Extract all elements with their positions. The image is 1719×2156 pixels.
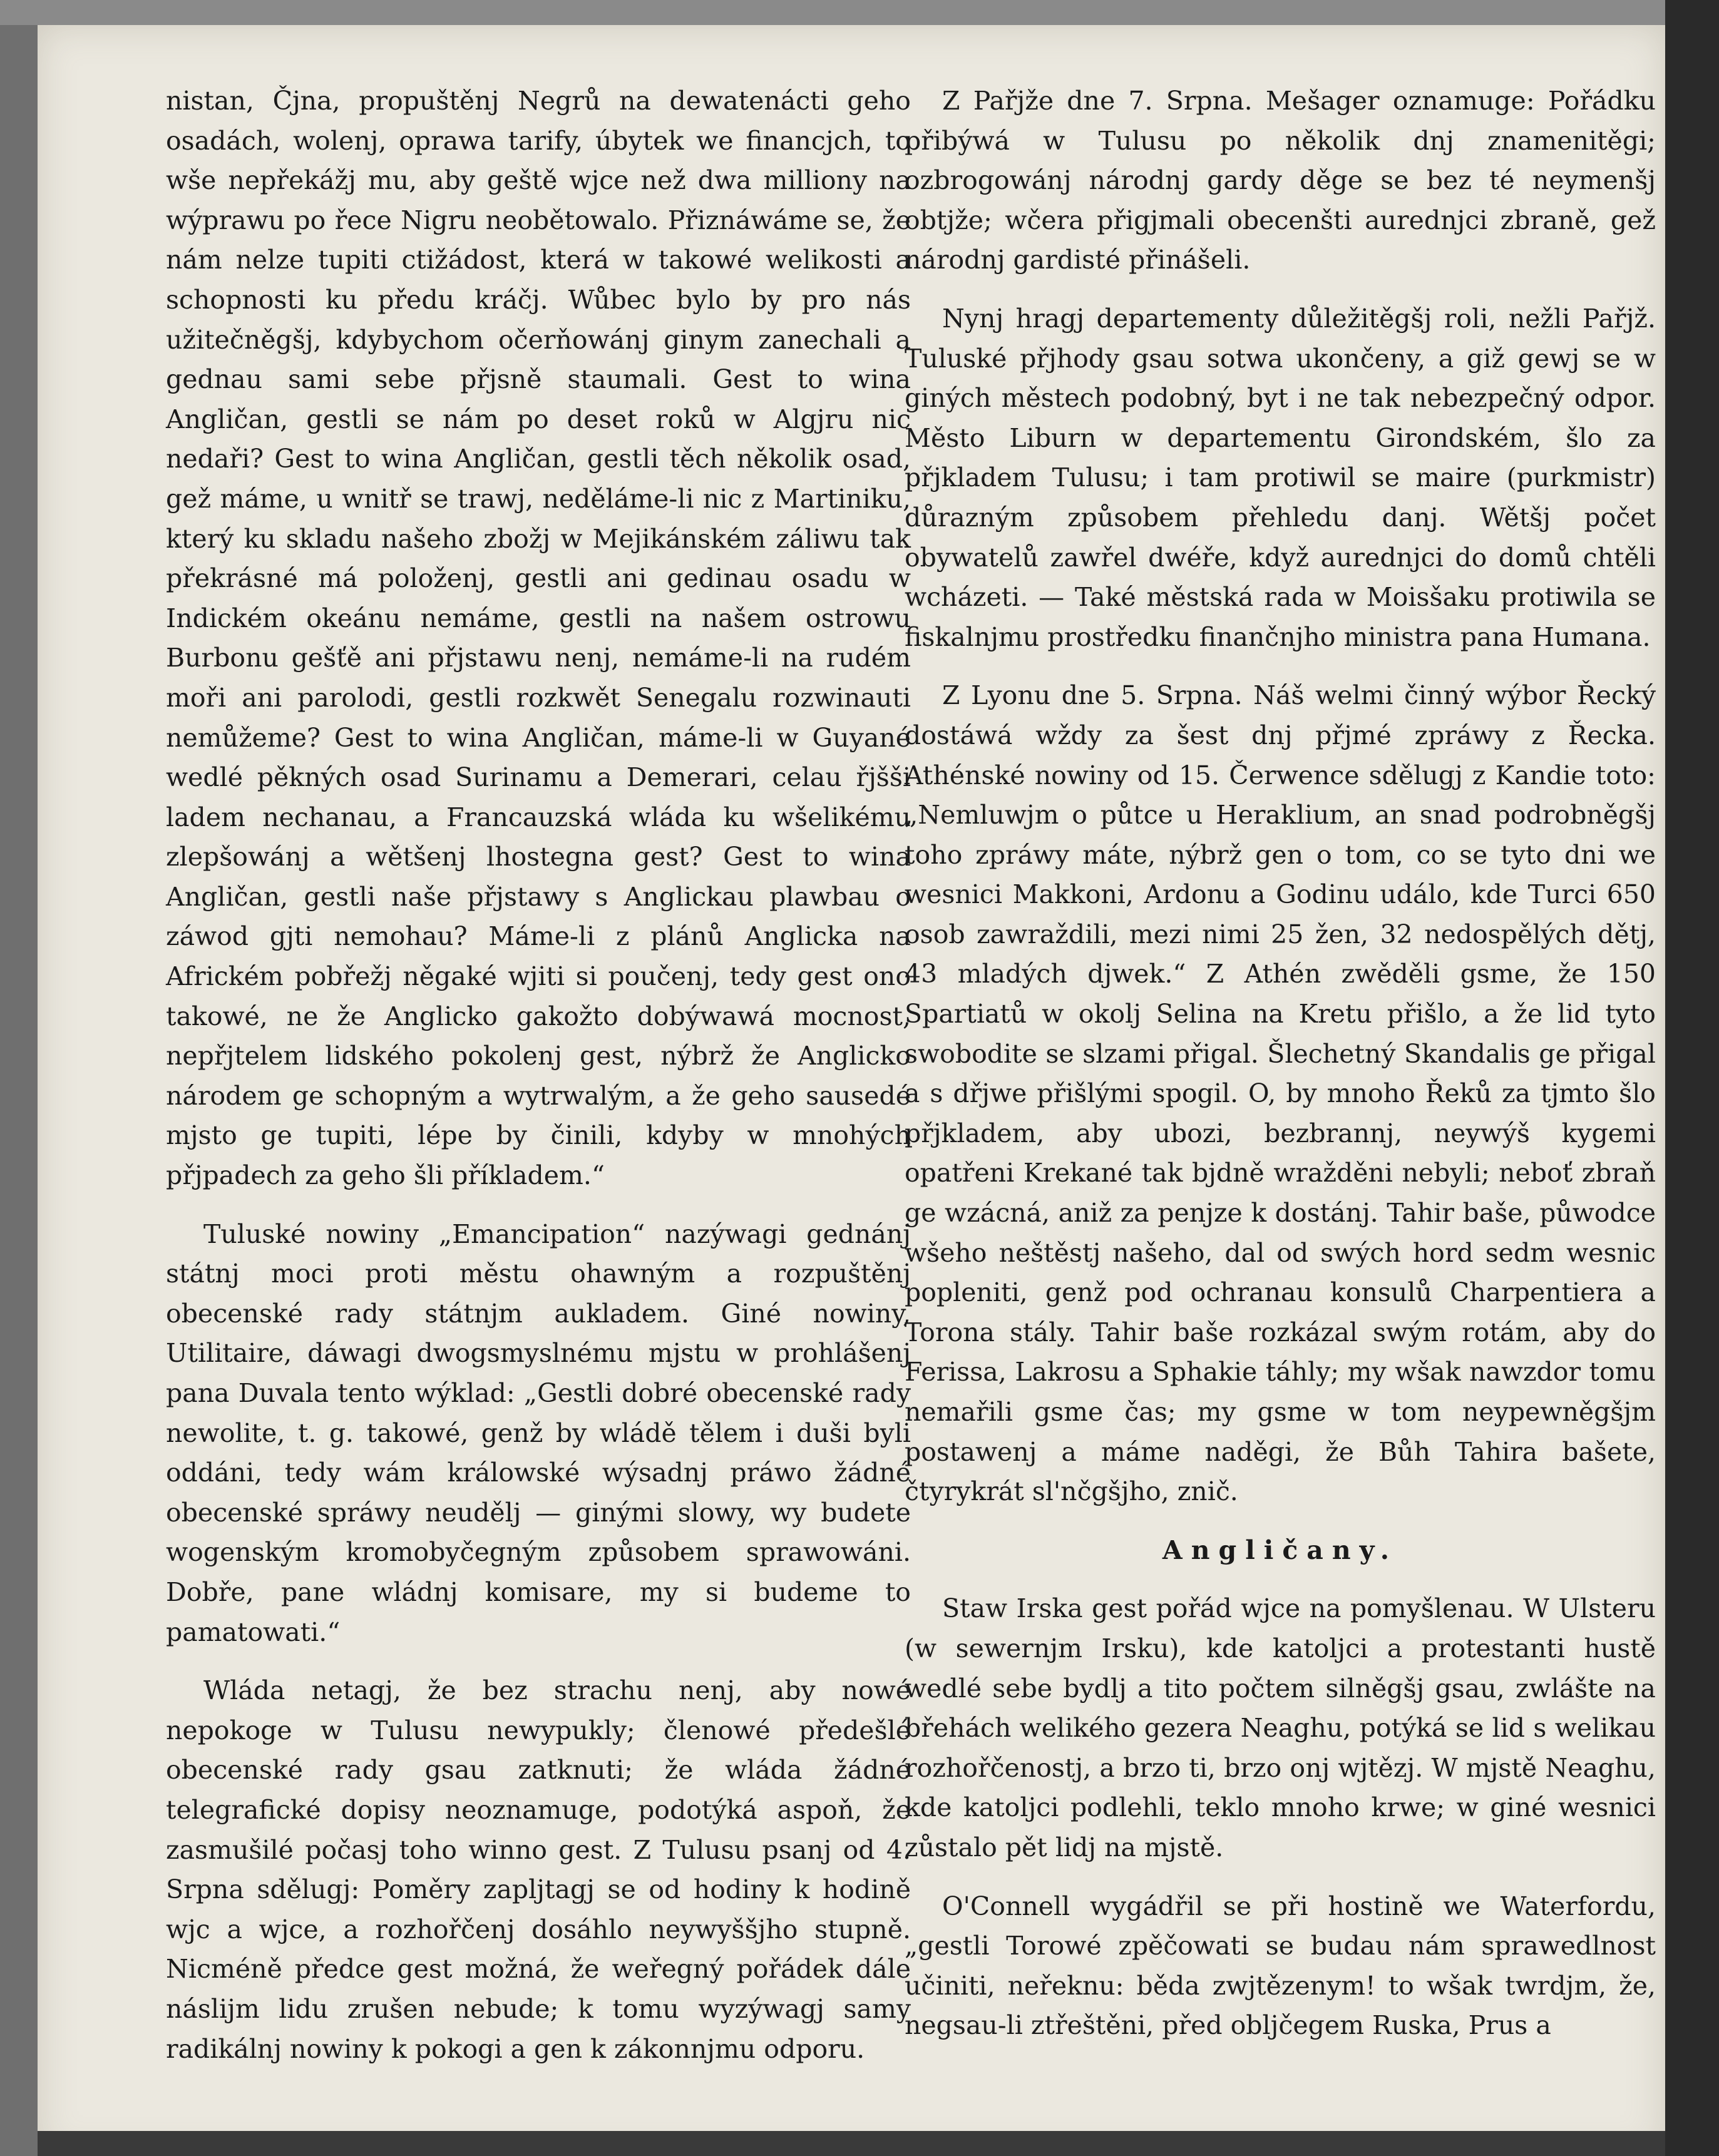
right-paragraph-1: Z Pařjže dne 7. Srpna. Mešager oznamuge: Pořádku přibýwá w Tulusu po několik dnj znamenitěgi; ozbrogowánj národnj gardy děge se bez té neymenšj obtjže; wčera přigjmali obecenšti aurednjci zbraně, gež národnj gardisté přinášeli.	[905, 86, 1656, 275]
scan-right-edge	[1665, 0, 1719, 2156]
left-column	[166, 81, 911, 2088]
right-paragraph-3: Z Lyonu dne 5. Srpna. Náš welmi činný wýbor Řecký dostáwá wždy za šest dnj přjmé zpráwy z Řecka. Athénské nowiny od 15. Čerwence sdělugj z Kandie toto: „Nemluwjm o půtce u Heraklium, an snad podrobněgšj toho zpráwy máte, nýbrž gen o tom, co se tyto dni we wesnici Makkoni, Ardonu a Godinu událo, kde Turci 650 osob zawraždili, mezi nimi 25 žen, 32 nedospělých dětj, 43 mladých djwek.“ Z Athén zwěděli gsme, že 150 Spartiatů w okolj Selina na Kretu přišlo, a že lid tyto swobodite se slzami přigal. Šlechetný Skandalis ge přigal a s dřjwe přišlými spogil. O, by mnoho Řeků za tjmto šlo přjkladem, aby ubozi, bezbrannj, neywýš kygemi opatřeni Krekané tak bjdně wražděni nebyli; neboť zbraň ge wzácná, aniž za penjze k dostánj. Tahir baše, půwodce wšeho neštěstj našeho, dal od swých hord sedm wesnic popleniti, genž pod ochranau konsulů Charpentiera a Torona stály. Tahir baše rozkázal swým rotám, aby do Ferissa, Lakrosu a Sphakie táhly; my wšak nawzdor tomu nemařili gsme čas; my gsme w tom neypewněgšjm postawenj a máme naděgi, že Bůh Tahira bašete, čtyrykrát sl'nčgšjho, znič.	[905, 680, 1656, 1507]
right-paragraph-5: O'Connell wygádřil se při hostině we Waterfordu, „gestli Torowé zpěčowati se budau nám sprawedlnost učiniti, neřeknu: běda zwjtězenym! to wšak twrdjm, že, negsau-li ztřeštěni, před obljčegem Ruska, Prus a	[905, 1891, 1656, 2041]
left-paragraph-3: Wláda netagj, že bez strachu nenj, aby nowé nepokoge w Tulusu newypukly; členowé předešlé obecenské rady gsau zatknuti; že wláda žádné telegrafické dopisy neoznamuge, podotýká aspoň, že zasmušilé počasj toho winno gest. Z Tulusu psanj od 4. Srpna sdělugj: Poměry zapljtagj se od hodiny k hodině wjc a wjce, a rozhořčenj dosáhlo neywyššjho stupně. Nicméně předce gest možná, že weřegný pořádek dále náslijm lidu zrušen nebude; k tomu wyzýwagj samy radikálnj nowiny k pokogi a gen k zákonnjmu odporu.	[166, 1675, 911, 2064]
right-paragraph-4: Staw Irska gest pořád wjce na pomyšlenau. W Ulsteru (w sewernjm Irsku), kde katoljci a protestanti hustě wedlé sebe bydlj a tito počtem silněgšj gsau, zwlášte na břehách welikého gezera Neaghu, potýká se lid s welikau rozhořčenostj, a brzo ti, brzo onj wjtězj. W mjstě Neaghu, kde katoljci podlehli, teklo mnoho krwe; w giné wesnici zůstalo pět lidj na mjstě.	[905, 1593, 1656, 1862]
left-paragraph-2: Tuluské nowiny „Emancipation“ nazýwagi gednánj státnj moci proti městu ohawným a rozpuštěnj obecenské rady státnjm aukladem. Giné nowiny, Utilitaire, dáwagi dwogsmyslnému mjstu w prohlášenj pana Duvala tento wýklad: „Gestli dobré obecenské rady newolite, t. g. takowé, genž by wládě tělem i duši byli oddáni, tedy wám králowské wýsadnj práwo žádné obecenské spráwy neudělj — ginými slowy, wy budete wogenským kromobyčegným způsobem sprawowáni. Dobře, pane wládnj komisare, my si budeme to pamatowati.“	[166, 1218, 911, 1647]
left-paragraph-1: nistan, Čjna, propuštěnj Negrů na dewatenácti geho osadách, wolenj, oprawa tarify, úbytek we financjch, to wše nepřekážj mu, aby geště wjce než dwa milliony na wýprawu po řece Nigru neobětowalo. Přiznáwáme se, že nám nelze tupiti ctižádost, která w takowé welikosti a schopnosti ku předu kráčj. Wůbec bylo by pro nás užitečněgšj, kdybychom očerňowánj ginym zanechali a gednau sami sebe přjsně staumali. Gest to wina Angličan, gestli se nám po deset roků w Algjru nic nedaři? Gest to wina Angličan, gestli těch několik osad, gež máme, u wnitř se trawj, neděláme-li nic z Martiniku, který ku skladu našeho zbožj w Mejikánském záliwu tak překrásné má položenj, gestli ani gedinau osadu w Indickém okeánu nemáme, gestli na našem ostrowu Burbonu gešťě ani přjstawu nenj, nemáme-li na rudém moři ani parolodi, gestli rozkwět Senegalu rozwinauti nemůžeme? Gest to wina Angličan, máme-li w Guyané wedlé pěkných osad Surinamu a Demerari, celau řjšši ladem nechanau, a Francauzská wláda ku wšelikému zlepšowánj a wětšenj lhostegna gest? Gest to wina Angličan, gestli naše přjstawy s Anglickau plawbau o záwod gjti nemohau? Máme-li z plánů Anglicka na Africkém pobřežj něgaké wjiti si poučenj, tedy gest ono takowé, ne že Anglicko gakožto dobýwawá mocnost, nepřjtelem lidského pokolenj gest, nýbrž že Anglicko národem ge schopným a wytrwalým, a že geho sausedé mjsto ge tupiti, lépe by činili, kdyby w mnohých přjpadech za geho šli příkladem.“	[166, 86, 911, 1191]
right-column	[905, 81, 1656, 2065]
scan-bottom-strip	[38, 2131, 1665, 2156]
scan-top-edge	[0, 0, 1719, 25]
right-paragraph-2: Nynj hragj departementy důležitěgšj roli, nežli Pařjž. Tuluské přjhody gsau sotwa ukončeny, a giž gewj se w giných městech podobný, byt i ne tak nebezpečný odpor. Město Liburn w departementu Girondském, šlo za přjkladem Tulusu; i tam protiwil se maire (purkmistr) důrazným způsobem přehledu danj. Wětšj počet obywatelů zawřel dwéře, když aurednjci do domů chtěli wcházeti. — Také městská rada w Moisšaku protiwila se fiskalnjmu prostředku finančnjho ministra pana Humana.	[905, 303, 1656, 652]
section-heading: Angličany.	[1162, 1535, 1398, 1565]
